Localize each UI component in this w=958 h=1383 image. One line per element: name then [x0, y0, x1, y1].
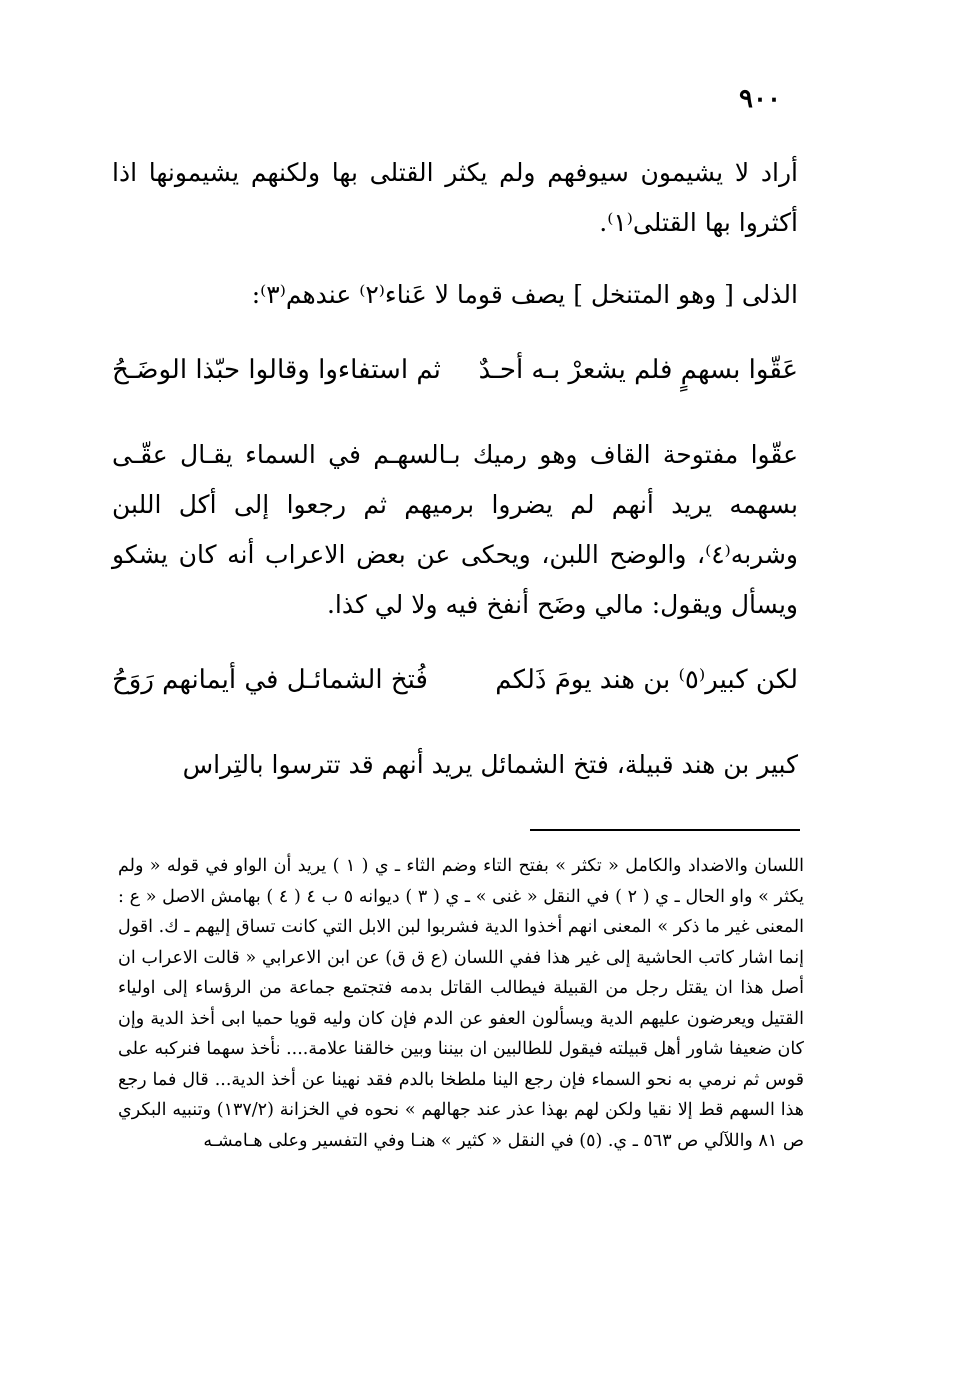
verse-2-second-hemistich: فُتخ الشمائـل في أيمانهم رَوَحُ — [112, 665, 428, 695]
verse-1 — [112, 345, 798, 395]
poem-heading: الذلى [ وهو المتنخل ] يصف قوما لا عَناء⁽٢⁾ عندهم⁽٣⁾: — [251, 280, 798, 309]
footnotes: اللسان والاضداد والكامل « تكثر » بفتح التاء وضم الثاء ـ ي ( ١ ) يريد أن الواو في قوله « ولم يكثر » واو الحال ـ ي ( ٢ ) في النقل « غنى » ـ ي ( ٣ ) ديوانه ٥ ب ٤ ( ٤ ) بهامش الاصل « ع : المعنى غير ما ذكر » المعنى انهم أخذوا الدية فشربوا لبن الابل التي كانت تساق إليهم ـ ك. اقول إنما اشار كاتب الحاشية إلى غير هذا ففي اللسان (ع ق ق) عن ابن الاعرابي « قالت الاعراب ان أصل هذا ان يقتل رجل من القبيلة فيطالب القاتل بدمه فتجتمع جماعة من الرؤساء إلى اولياء القتيل ويعرضون عليهم الدية ويسألون العفو عن الدم فإن كان وليه قويا حميا ابى أخذ الدية وإن كان ضعيفا شاور أهل قبيلته فيقول للطالبين ان بيننا وبين خالقنا علامة.... نأخذ سهما فنركبه على قوس ثم نرمي به نحو السماء فإن رجع الينا ملطخا بالدم فقد نهينا عن أخذ الدية... قال فما رجع هذا السهم قط إلا نقيا ولكن لهم بهذا عذر عند جهالهم » نحوه في الخزانة (١٣٧/٢) وتنبيه البكري ص ٨١ واللآلي ص ٥٦٣ ـ ي. (٥) في النقل « كثير » هنـا وفي التفسير وعلى هـامشـه — [118, 856, 804, 1151]
verse-1-second-hemistich: ثم استفاءوا وقالوا حبّذا الوضَـحُ — [112, 355, 441, 385]
verse-2-first-hemistich: لكن كبير⁽٥⁾ بن هند يومَ ذَلكم — [495, 665, 798, 695]
page-number: ٩٠٠ — [739, 84, 781, 114]
verse-2 — [112, 655, 798, 705]
paragraph-3: كبير بن هند قبيلة، فتخ الشمائل يريد أنهم قد تترسوا بالتِراس — [182, 750, 798, 779]
verse-1-first-hemistich: عَقّوا بسهمٍ فلم يشعرْ بـه أحـدٌ — [478, 355, 798, 385]
paragraph-2: عقّوا مفتوحة القاف وهو رميك بـالسهـم في السماء يقـال عقّـى بسهمه يريد أنهم لم يضروا برميهم ثم رجعوا إلى أكل اللبن وشربه⁽٤⁾، والوضح اللبن، ويحكى عن بعض الاعراب أنه كان يشكو ويسأل ويقول: مالي وضَح أنفخ فيه ولا لي كذا. — [112, 440, 798, 619]
paragraph-1: أراد لا يشيمون سيوفهم ولم يكثر القتلى بها ولكنهم يشيمونها اذا أكثروا بها القتلى⁽١⁾. — [112, 158, 798, 237]
footnote-divider — [530, 829, 800, 831]
